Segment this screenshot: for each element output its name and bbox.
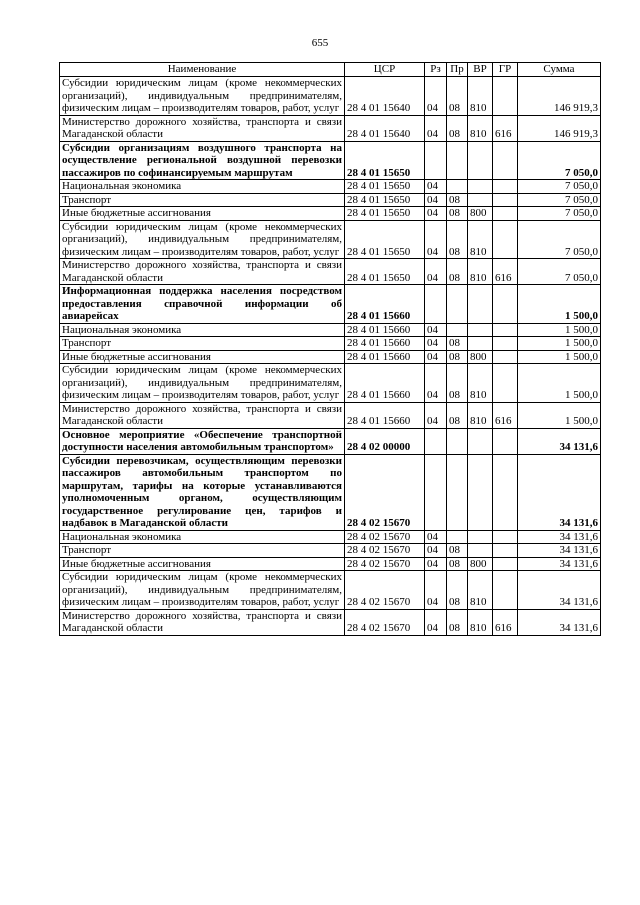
table-body [60, 77, 601, 636]
cell-rz [425, 454, 447, 530]
cell-vr: 810 [468, 77, 493, 116]
table-row [60, 454, 601, 530]
cell-pr: 08 [447, 259, 468, 285]
header-gr: ГР [493, 63, 518, 77]
cell-name: Субсидии юридическим лицам (кроме некоммерческих организаций), индивидуальным предпринимателям, физическим лицам – производителям товаров, работ, услуг [60, 77, 345, 116]
table-row [60, 402, 601, 428]
cell-rz: 04 [425, 350, 447, 364]
cell-csr: 28 4 01 15660 [345, 402, 425, 428]
cell-csr: 28 4 01 15640 [345, 77, 425, 116]
header-pr: Пр [447, 63, 468, 77]
table-row [60, 557, 601, 571]
page-number: 655 [311, 37, 329, 49]
cell-pr [447, 285, 468, 324]
cell-rz [425, 141, 447, 180]
cell-name: Субсидии юридическим лицам (кроме некоммерческих организаций), индивидуальным предпринимателям, физическим лицам – производителям товаров, работ, услуг [60, 364, 345, 403]
cell-rz: 04 [425, 609, 447, 635]
cell-csr: 28 4 01 15650 [345, 193, 425, 207]
cell-vr [468, 285, 493, 324]
cell-csr: 28 4 02 15670 [345, 609, 425, 635]
cell-pr [447, 454, 468, 530]
cell-gr: 616 [493, 115, 518, 141]
cell-vr: 810 [468, 609, 493, 635]
cell-name: Субсидии юридическим лицам (кроме некоммерческих организаций), индивидуальным предпринимателям, физическим лицам – производителям товаров, работ, услуг [60, 220, 345, 259]
cell-gr [493, 220, 518, 259]
cell-rz: 04 [425, 77, 447, 116]
cell-rz: 04 [425, 364, 447, 403]
cell-gr [493, 557, 518, 571]
cell-pr: 08 [447, 364, 468, 403]
cell-rz: 04 [425, 337, 447, 351]
budget-table [59, 62, 601, 636]
table-row [60, 530, 601, 544]
cell-sum: 7 050,0 [518, 180, 601, 194]
cell-vr: 810 [468, 115, 493, 141]
table-row [60, 337, 601, 351]
cell-name: Субсидии юридическим лицам (кроме некоммерческих организаций), индивидуальным предпринимателям, физическим лицам – производителям товаров, работ, услуг [60, 571, 345, 610]
table-header-row [60, 63, 601, 77]
cell-name: Субсидии организациям воздушного транспорта на осуществление региональной воздушной перевозки пассажиров по софинансируемым маршрутам [60, 141, 345, 180]
cell-vr: 810 [468, 402, 493, 428]
cell-vr [468, 193, 493, 207]
cell-gr [493, 454, 518, 530]
header-name: Наименование [60, 63, 345, 77]
cell-csr: 28 4 01 15650 [345, 207, 425, 221]
cell-rz: 04 [425, 402, 447, 428]
cell-sum: 1 500,0 [518, 285, 601, 324]
cell-pr: 08 [447, 77, 468, 116]
cell-gr: 616 [493, 402, 518, 428]
cell-pr [447, 323, 468, 337]
cell-vr [468, 544, 493, 558]
cell-pr: 08 [447, 115, 468, 141]
cell-csr: 28 4 01 15660 [345, 323, 425, 337]
cell-pr [447, 530, 468, 544]
cell-csr: 28 4 01 15660 [345, 337, 425, 351]
cell-pr: 08 [447, 193, 468, 207]
table-row [60, 428, 601, 454]
cell-sum: 146 919,3 [518, 115, 601, 141]
cell-gr [493, 428, 518, 454]
cell-sum: 34 131,6 [518, 571, 601, 610]
cell-csr: 28 4 01 15660 [345, 285, 425, 324]
cell-csr: 28 4 02 15670 [345, 557, 425, 571]
cell-sum: 1 500,0 [518, 337, 601, 351]
cell-name: Информационная поддержка населения посредством предоставления справочной информации об авиарейсах [60, 285, 345, 324]
cell-name: Иные бюджетные ассигнования [60, 557, 345, 571]
cell-pr: 08 [447, 609, 468, 635]
cell-sum: 7 050,0 [518, 220, 601, 259]
cell-sum: 34 131,6 [518, 557, 601, 571]
cell-pr [447, 141, 468, 180]
cell-name: Национальная экономика [60, 180, 345, 194]
cell-csr: 28 4 01 15640 [345, 115, 425, 141]
cell-gr [493, 180, 518, 194]
table-row [60, 544, 601, 558]
cell-csr: 28 4 02 15670 [345, 454, 425, 530]
table-row [60, 323, 601, 337]
cell-vr: 800 [468, 350, 493, 364]
table-row [60, 285, 601, 324]
cell-name: Иные бюджетные ассигнования [60, 207, 345, 221]
cell-vr: 810 [468, 364, 493, 403]
cell-name: Иные бюджетные ассигнования [60, 350, 345, 364]
cell-rz: 04 [425, 544, 447, 558]
cell-rz: 04 [425, 530, 447, 544]
cell-name: Министерство дорожного хозяйства, транспорта и связи Магаданской области [60, 609, 345, 635]
cell-csr: 28 4 01 15650 [345, 180, 425, 194]
cell-vr: 800 [468, 557, 493, 571]
table-row [60, 259, 601, 285]
cell-sum: 1 500,0 [518, 402, 601, 428]
cell-sum: 1 500,0 [518, 323, 601, 337]
cell-vr: 800 [468, 207, 493, 221]
cell-gr [493, 193, 518, 207]
table-row [60, 193, 601, 207]
cell-name: Министерство дорожного хозяйства, транспорта и связи Магаданской области [60, 259, 345, 285]
cell-sum: 146 919,3 [518, 77, 601, 116]
cell-gr [493, 77, 518, 116]
cell-rz: 04 [425, 571, 447, 610]
cell-vr [468, 454, 493, 530]
cell-gr [493, 285, 518, 324]
cell-rz: 04 [425, 115, 447, 141]
header-vr: ВР [468, 63, 493, 77]
cell-vr [468, 180, 493, 194]
cell-pr: 08 [447, 544, 468, 558]
cell-vr: 810 [468, 259, 493, 285]
cell-rz: 04 [425, 193, 447, 207]
cell-sum: 34 131,6 [518, 530, 601, 544]
cell-pr: 08 [447, 337, 468, 351]
table-row [60, 350, 601, 364]
header-csr: ЦСР [345, 63, 425, 77]
cell-pr: 08 [447, 207, 468, 221]
cell-csr: 28 4 02 15670 [345, 544, 425, 558]
cell-rz: 04 [425, 259, 447, 285]
cell-sum: 34 131,6 [518, 428, 601, 454]
cell-gr [493, 571, 518, 610]
header-rz: Рз [425, 63, 447, 77]
cell-gr: 616 [493, 259, 518, 285]
cell-name: Транспорт [60, 193, 345, 207]
table-row [60, 180, 601, 194]
header-sum: Сумма [518, 63, 601, 77]
cell-vr: 810 [468, 571, 493, 610]
cell-rz [425, 285, 447, 324]
cell-gr [493, 530, 518, 544]
table-row [60, 609, 601, 635]
cell-csr: 28 4 01 15650 [345, 220, 425, 259]
cell-pr: 08 [447, 350, 468, 364]
cell-gr [493, 350, 518, 364]
cell-csr: 28 4 02 15670 [345, 530, 425, 544]
cell-csr: 28 4 01 15650 [345, 259, 425, 285]
cell-vr [468, 428, 493, 454]
cell-sum: 7 050,0 [518, 193, 601, 207]
cell-pr: 08 [447, 220, 468, 259]
table-row [60, 571, 601, 610]
cell-vr [468, 323, 493, 337]
cell-name: Министерство дорожного хозяйства, транспорта и связи Магаданской области [60, 115, 345, 141]
cell-pr [447, 180, 468, 194]
cell-vr [468, 337, 493, 351]
cell-pr: 08 [447, 557, 468, 571]
cell-vr: 810 [468, 220, 493, 259]
cell-name: Субсидии перевозчикам, осуществляющим перевозки пассажиров автомобильным транспортом по маршрутам, тарифы на которые устанавливаются уполномоченным органом, осуществляющим государственное регулирование цен, тарифов и надбавок в Магаданской области [60, 454, 345, 530]
cell-name: Основное мероприятие «Обеспечение транспортной доступности населения автомобильным транспортом» [60, 428, 345, 454]
cell-gr: 616 [493, 609, 518, 635]
table-row [60, 77, 601, 116]
cell-sum: 7 050,0 [518, 259, 601, 285]
table-row [60, 141, 601, 180]
cell-csr: 28 4 02 15670 [345, 571, 425, 610]
cell-pr: 08 [447, 571, 468, 610]
cell-gr [493, 337, 518, 351]
cell-sum: 1 500,0 [518, 350, 601, 364]
table-row [60, 115, 601, 141]
cell-rz: 04 [425, 557, 447, 571]
cell-sum: 7 050,0 [518, 141, 601, 180]
cell-name: Транспорт [60, 337, 345, 351]
cell-csr: 28 4 01 15650 [345, 141, 425, 180]
cell-rz: 04 [425, 220, 447, 259]
cell-gr [493, 364, 518, 403]
table-row [60, 364, 601, 403]
cell-rz [425, 428, 447, 454]
cell-gr [493, 323, 518, 337]
cell-name: Национальная экономика [60, 323, 345, 337]
cell-csr: 28 4 01 15660 [345, 364, 425, 403]
cell-vr [468, 530, 493, 544]
cell-sum: 7 050,0 [518, 207, 601, 221]
cell-name: Национальная экономика [60, 530, 345, 544]
cell-sum: 34 131,6 [518, 544, 601, 558]
cell-vr [468, 141, 493, 180]
cell-gr [493, 207, 518, 221]
cell-sum: 34 131,6 [518, 609, 601, 635]
cell-csr: 28 4 02 00000 [345, 428, 425, 454]
table-row [60, 220, 601, 259]
cell-name: Транспорт [60, 544, 345, 558]
cell-rz: 04 [425, 323, 447, 337]
cell-pr [447, 428, 468, 454]
cell-name: Министерство дорожного хозяйства, транспорта и связи Магаданской области [60, 402, 345, 428]
cell-sum: 34 131,6 [518, 454, 601, 530]
table-row [60, 207, 601, 221]
cell-rz: 04 [425, 207, 447, 221]
cell-pr: 08 [447, 402, 468, 428]
cell-gr [493, 544, 518, 558]
cell-rz: 04 [425, 180, 447, 194]
cell-sum: 1 500,0 [518, 364, 601, 403]
cell-csr: 28 4 01 15660 [345, 350, 425, 364]
cell-gr [493, 141, 518, 180]
